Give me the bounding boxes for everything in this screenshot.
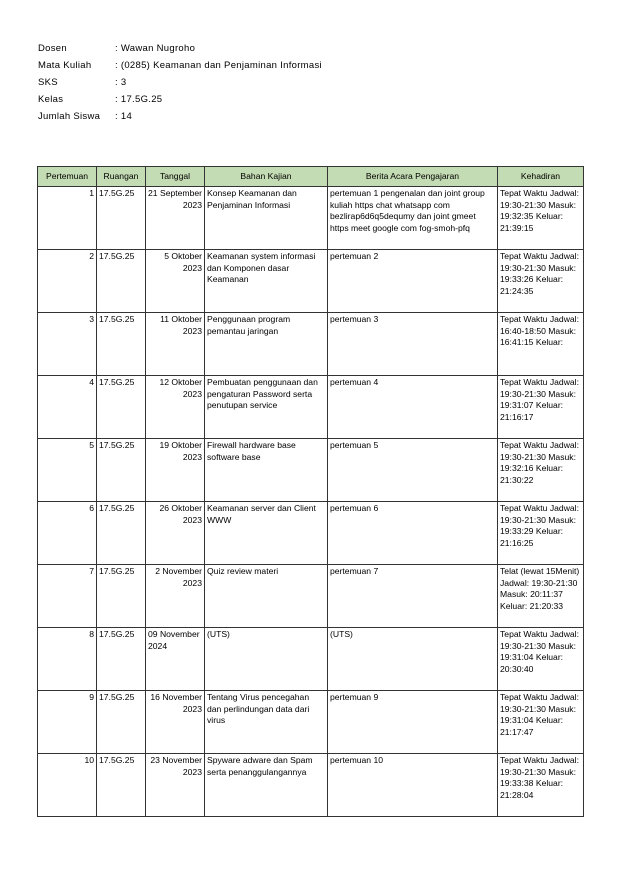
- info-label: Mata Kuliah: [38, 60, 92, 71]
- cell-ruangan: 17.5G.25: [97, 691, 146, 754]
- table-row: [38, 565, 584, 628]
- cell-berita-acara: pertemuan 7: [328, 565, 498, 628]
- header-tanggal: Tanggal: [146, 167, 205, 187]
- info-value: : Wawan Nugroho: [115, 43, 196, 54]
- cell-ruangan: 17.5G.25: [97, 754, 146, 817]
- table-header-row: [38, 167, 584, 187]
- cell-bahan-kajian: Keamanan system informasi dan Komponen dasar Keamanan: [205, 250, 328, 313]
- header-berita-acara: Berita Acara Pengajaran: [328, 167, 498, 187]
- cell-pertemuan: 3: [38, 313, 97, 376]
- info-row-mata-kuliah: [38, 57, 322, 74]
- cell-pertemuan: 5: [38, 439, 97, 502]
- info-value: : (0285) Keamanan dan Penjaminan Informasi: [115, 60, 322, 71]
- cell-tanggal: 21 September 2023: [146, 187, 205, 250]
- cell-pertemuan: 10: [38, 754, 97, 817]
- cell-ruangan: 17.5G.25: [97, 187, 146, 250]
- cell-tanggal: 12 Oktober 2023: [146, 376, 205, 439]
- info-value: : 17.5G.25: [115, 94, 163, 105]
- table-row: [38, 313, 584, 376]
- info-row-dosen: [38, 40, 322, 57]
- info-label: Jumlah Siswa: [38, 111, 101, 122]
- cell-ruangan: 17.5G.25: [97, 250, 146, 313]
- info-row-kelas: [38, 91, 322, 108]
- cell-berita-acara: pertemuan 1 pengenalan dan joint group kuliah https chat whatsapp com bezlirap6d6q5dequmy dan joint gmeet https meet google com fog-smoh-pfq: [328, 187, 498, 250]
- course-info: [38, 40, 322, 125]
- cell-tanggal: 16 November 2023: [146, 691, 205, 754]
- cell-pertemuan: 1: [38, 187, 97, 250]
- cell-bahan-kajian: Pembuatan penggunaan dan pengaturan Password serta penutupan service: [205, 376, 328, 439]
- info-value: : 14: [115, 111, 133, 122]
- cell-pertemuan: 9: [38, 691, 97, 754]
- cell-tanggal: 26 Oktober 2023: [146, 502, 205, 565]
- info-label: SKS: [38, 77, 58, 88]
- cell-tanggal: 19 Oktober 2023: [146, 439, 205, 502]
- table-row: [38, 187, 584, 250]
- cell-berita-acara: (UTS): [328, 628, 498, 691]
- cell-pertemuan: 2: [38, 250, 97, 313]
- cell-berita-acara: pertemuan 9: [328, 691, 498, 754]
- header-bahan-kajian: Bahan Kajian: [205, 167, 328, 187]
- cell-berita-acara: pertemuan 3: [328, 313, 498, 376]
- cell-tanggal: 09 November 2024: [146, 628, 205, 691]
- info-label: Dosen: [38, 43, 67, 54]
- cell-kehadiran: Tepat Waktu Jadwal: 16:40-18:50 Masuk: 16:41:15 Keluar:: [498, 313, 584, 376]
- cell-berita-acara: pertemuan 4: [328, 376, 498, 439]
- cell-bahan-kajian: Penggunaan program pemantau jaringan: [205, 313, 328, 376]
- cell-tanggal: 5 Oktober 2023: [146, 250, 205, 313]
- attendance-table: [37, 166, 584, 817]
- cell-ruangan: 17.5G.25: [97, 439, 146, 502]
- cell-pertemuan: 8: [38, 628, 97, 691]
- cell-bahan-kajian: Tentang Virus pencegahan dan perlindungan data dari virus: [205, 691, 328, 754]
- cell-bahan-kajian: (UTS): [205, 628, 328, 691]
- table-row: [38, 250, 584, 313]
- cell-pertemuan: 6: [38, 502, 97, 565]
- table-row: [38, 376, 584, 439]
- table-row: [38, 439, 584, 502]
- info-value: : 3: [115, 77, 127, 88]
- cell-kehadiran: Tepat Waktu Jadwal: 19:30-21:30 Masuk: 19:33:26 Keluar: 21:24:35: [498, 250, 584, 313]
- header-kehadiran: Kehadiran: [498, 167, 584, 187]
- cell-bahan-kajian: Spyware adware dan Spam serta penanggulangannya: [205, 754, 328, 817]
- header-ruangan: Ruangan: [97, 167, 146, 187]
- cell-tanggal: 23 November 2023: [146, 754, 205, 817]
- info-row-jumlah-siswa: [38, 108, 322, 125]
- cell-kehadiran: Tepat Waktu Jadwal: 19:30-21:30 Masuk: 19:32:35 Keluar: 21:39:15: [498, 187, 584, 250]
- cell-kehadiran: Tepat Waktu Jadwal: 19:30-21:30 Masuk: 19:31:04 Keluar: 20:30:40: [498, 628, 584, 691]
- info-row-sks: [38, 74, 322, 91]
- cell-kehadiran: Telat (lewat 15Menit) Jadwal: 19:30-21:30 Masuk: 20:11:37 Keluar: 21:20:33: [498, 565, 584, 628]
- cell-kehadiran: Tepat Waktu Jadwal: 19:30-21:30 Masuk: 19:31:07 Keluar: 21:16:17: [498, 376, 584, 439]
- table-row: [38, 628, 584, 691]
- cell-ruangan: 17.5G.25: [97, 313, 146, 376]
- info-label: Kelas: [38, 94, 64, 105]
- cell-bahan-kajian: Keamanan server dan Client WWW: [205, 502, 328, 565]
- cell-bahan-kajian: Firewall hardware base software base: [205, 439, 328, 502]
- table-row: [38, 502, 584, 565]
- cell-berita-acara: pertemuan 10: [328, 754, 498, 817]
- cell-kehadiran: Tepat Waktu Jadwal: 19:30-21:30 Masuk: 19:33:38 Keluar: 21:28:04: [498, 754, 584, 817]
- cell-kehadiran: Tepat Waktu Jadwal: 19:30-21:30 Masuk: 19:33:29 Keluar: 21:16:25: [498, 502, 584, 565]
- cell-bahan-kajian: Konsep Keamanan dan Penjaminan Informasi: [205, 187, 328, 250]
- cell-berita-acara: pertemuan 6: [328, 502, 498, 565]
- cell-berita-acara: pertemuan 5: [328, 439, 498, 502]
- cell-ruangan: 17.5G.25: [97, 628, 146, 691]
- cell-tanggal: 11 Oktober 2023: [146, 313, 205, 376]
- table-row: [38, 691, 584, 754]
- table-row: [38, 754, 584, 817]
- cell-kehadiran: Tepat Waktu Jadwal: 19:30-21:30 Masuk: 19:32:16 Keluar: 21:30:22: [498, 439, 584, 502]
- cell-bahan-kajian: Quiz review materi: [205, 565, 328, 628]
- cell-pertemuan: 4: [38, 376, 97, 439]
- cell-berita-acara: pertemuan 2: [328, 250, 498, 313]
- cell-ruangan: 17.5G.25: [97, 376, 146, 439]
- cell-tanggal: 2 November 2023: [146, 565, 205, 628]
- cell-kehadiran: Tepat Waktu Jadwal: 19:30-21:30 Masuk: 19:31:04 Keluar: 21:17:47: [498, 691, 584, 754]
- cell-pertemuan: 7: [38, 565, 97, 628]
- cell-ruangan: 17.5G.25: [97, 565, 146, 628]
- header-pertemuan: Pertemuan: [38, 167, 97, 187]
- cell-ruangan: 17.5G.25: [97, 502, 146, 565]
